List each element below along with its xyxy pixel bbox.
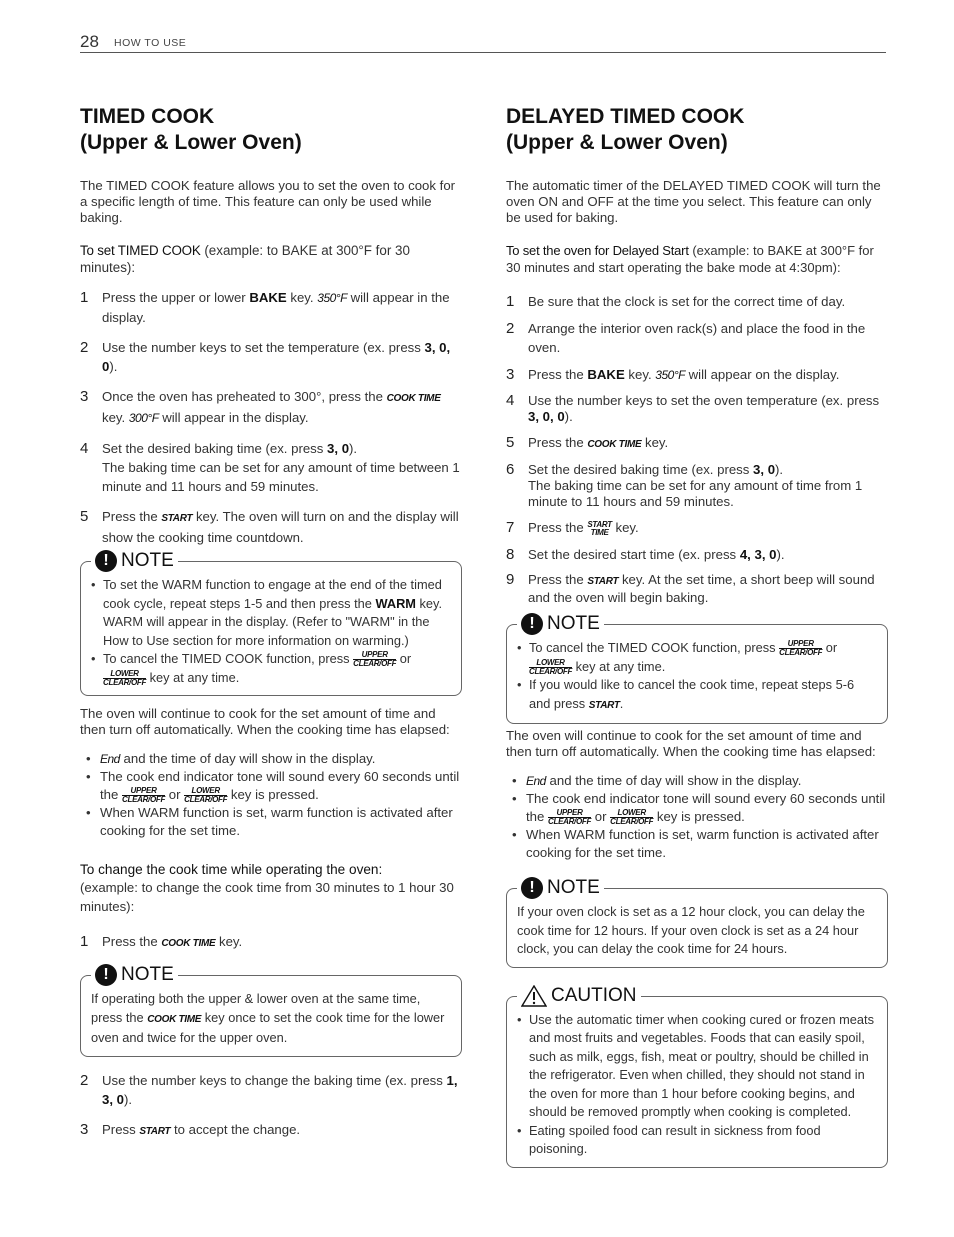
note-bullet: • If you would like to cancel the cook time, repeat steps 5-6 and press START. [517,676,877,715]
set-timed-cook-heading: To set TIMED COOK (example: to BAKE at 300°F for 30 minutes): [80,243,410,275]
note-bullet: • To cancel the TIMED COOK function, press UPPER CLEAR/OFF or LOWER CLEAR/OFF key at any time. [91,650,451,687]
note-box [506,613,888,724]
section-label: HOW TO USE [114,37,187,49]
bullet-item: • When WARM function is set, warm function is activated after cooking for the set time. [506,826,888,862]
step-item: 8 Set the desired start time (ex. press 4, 3, 0). [506,546,785,563]
caution-title: CAUTION [551,984,637,1006]
step-item: 4 Use the number keys to set the oven temperature (ex. press 3, 0, 0). [506,392,880,424]
step-item: 1 Press the upper or lower BAKE key. 350°F will appear in the display. [80,289,450,325]
step-item: 3 Once the oven has preheated to 300°, press the COOK TIME key. 300°F will appear in the display. [80,388,441,425]
note-title: NOTE [547,877,600,899]
change-steps [80,932,462,953]
timed-cook-intro: The TIMED COOK feature allows you to set the oven to cook for a specific length of time. This feature can only be used while baking. [80,178,456,225]
page-header [80,32,886,53]
note-box [506,877,888,968]
step-item: 1 Be sure that the clock is set for the correct time of day. [506,293,846,310]
step-item: 4 Set the desired baking time (ex. press 3, 0). The baking time can be set for any amount of time between 1 minute and 11 hours and 59 minutes. [80,440,460,494]
step-item: 2 Use the number keys to change the baking time (ex. press 1, 3, 0). [80,1071,458,1107]
step-item: 3 Press START to accept the change. [80,1120,301,1138]
bake-key-label: BAKE [249,290,287,305]
note-bullet: • To set the WARM function to engage at the end of the timed cook cycle, repeat steps 1-5 and then press the WARM key. WARM will appear in the display. (Refer to "WARM" in the How to Use section for more information on warming.) [91,576,451,650]
step-item: 5 Press the COOK TIME key. [506,434,669,451]
timed-cook-title: TIMED COOK (Upper & Lower Oven) [80,105,302,154]
upper-clear-off-key-label: UPPER CLEAR/OFF [122,786,166,805]
lower-clear-off-key-label: LOWER CLEAR/OFF [529,657,573,676]
elapsed-bullets [80,750,462,840]
timed-cook-steps [80,288,462,547]
delayed-start-heading: To set the oven for Delayed Start (example: to BAKE at 300°F for 30 minutes and start operating the bake mode at 4:30pm): [506,243,874,275]
page-number: 28 [80,32,99,51]
bullet-item: • The cook end indicator tone will sound every 60 seconds until the UPPER CLEAR/OFF or LOWER CLEAR/OFF key is pressed. [506,790,888,826]
caution-box [506,984,888,1168]
start-time-key-label: START TIME [587,519,612,537]
warning-icon: ! [95,550,117,572]
step-item: 9 Press the START key. At the set time, a short beep will sound and the oven will begin baking. [506,571,875,605]
warning-icon: ! [521,877,543,899]
change-cook-time-example: (example: to change the cook time from 30 minutes to 1 hour 30 minutes): [80,880,454,915]
after-paragraph: The oven will continue to cook for the set amount of time and then turn off automatically. When the cooking time has elapsed: [506,728,876,759]
start-key-label: START [161,513,193,524]
note-title: NOTE [547,613,600,634]
step-item: 6 Set the desired baking time (ex. press 3, 0). The baking time can be set for any amount of time from 1 minute to 11 hours and 59 minutes. [506,461,863,509]
note-bullet: • To cancel the TIMED COOK function, press UPPER CLEAR/OFF or LOWER CLEAR/OFF key at any time. [517,639,877,676]
step-item: 1 Press the COOK TIME key. [80,933,243,951]
change-cook-time-heading: To change the cook time while operating the oven: [80,862,383,878]
delayed-steps [506,292,888,606]
note-text: If operating both the upper & lower oven at the same time, press the COOK TIME key once to set the cook time for the lower oven and twice for the upper oven. [91,991,445,1046]
change-steps-continued [80,1071,462,1141]
note-text: If your oven clock is set as a 12 hour clock, you can delay the cook time for 12 hours. If your oven clock is set as a 24 hour clock, you can delay the cook time for 24 hours. [517,904,865,957]
step-item: 5 Press the START key. The oven will turn on and the display will show the cooking time countdown. [80,508,459,545]
cook-time-key-label: COOK TIME [386,393,441,404]
warm-key-label: WARM [375,595,416,611]
note-box [80,964,462,1057]
step-item: 3 Press the BAKE key. 350°F will appear on the display. [506,366,840,383]
note-box [80,550,462,696]
lower-clear-off-key-label: LOWER CLEAR/OFF [103,668,147,687]
lower-clear-off-key-label: LOWER CLEAR/OFF [610,808,654,827]
bullet-item: • The cook end indicator tone will sound every 60 seconds until the UPPER CLEAR/OFF or LOWER CLEAR/OFF key is pressed. [80,768,462,804]
step-item: 2 Use the number keys to set the temperature (ex. press 3, 0, 0). [80,339,451,374]
after-paragraph: The oven will continue to cook for the set amount of time and then turn off automatically. When the cooking time has elapsed: [80,706,450,737]
elapsed-bullets [506,772,888,862]
delayed-timed-cook-column [506,104,888,1168]
step-item: 2 Arrange the interior oven rack(s) and place the food in the oven. [506,320,866,355]
delayed-timed-cook-title: DELAYED TIMED COOK (Upper & Lower Oven) [506,105,745,154]
caution-bullet: • Eating spoiled food can result in sickness from food poisoning. [517,1122,877,1159]
display-readout: 350°F [317,291,347,305]
caution-bullet: • Use the automatic timer when cooking cured or frozen meats and most fruits and vegetables. Foods that can easily spoil, such as milk, eggs, fish, meat or poultry, should be chilled in the refrigerator. Even when chilled, they should not stand in the oven for more than 1 hour before cooking begins, and should be removed promptly when cooking is completed. [517,1011,877,1122]
delayed-intro: The automatic timer of the DELAYED TIMED COOK will turn the oven ON and OFF at the time you select. This feature can only be used for baking. [506,178,881,225]
upper-clear-off-key-label: UPPER CLEAR/OFF [779,639,823,658]
note-title: NOTE [121,550,174,571]
upper-clear-off-key-label: UPPER CLEAR/OFF [548,808,592,827]
step-item: 7 Press the START TIME key. [506,519,639,537]
upper-clear-off-key-label: UPPER CLEAR/OFF [353,650,397,669]
timed-cook-column [80,104,462,1152]
bullet-item: • End and the time of day will show in the display. [506,772,888,790]
note-title: NOTE [121,964,174,986]
lower-clear-off-key-label: LOWER CLEAR/OFF [184,786,228,805]
bullet-item: • When WARM function is set, warm function is activated after cooking for the set time. [80,804,462,840]
caution-triangle-icon [521,985,547,1007]
warning-icon: ! [521,613,543,635]
warning-icon: ! [95,964,117,986]
bullet-item: • End and the time of day will show in the display. [80,750,462,768]
